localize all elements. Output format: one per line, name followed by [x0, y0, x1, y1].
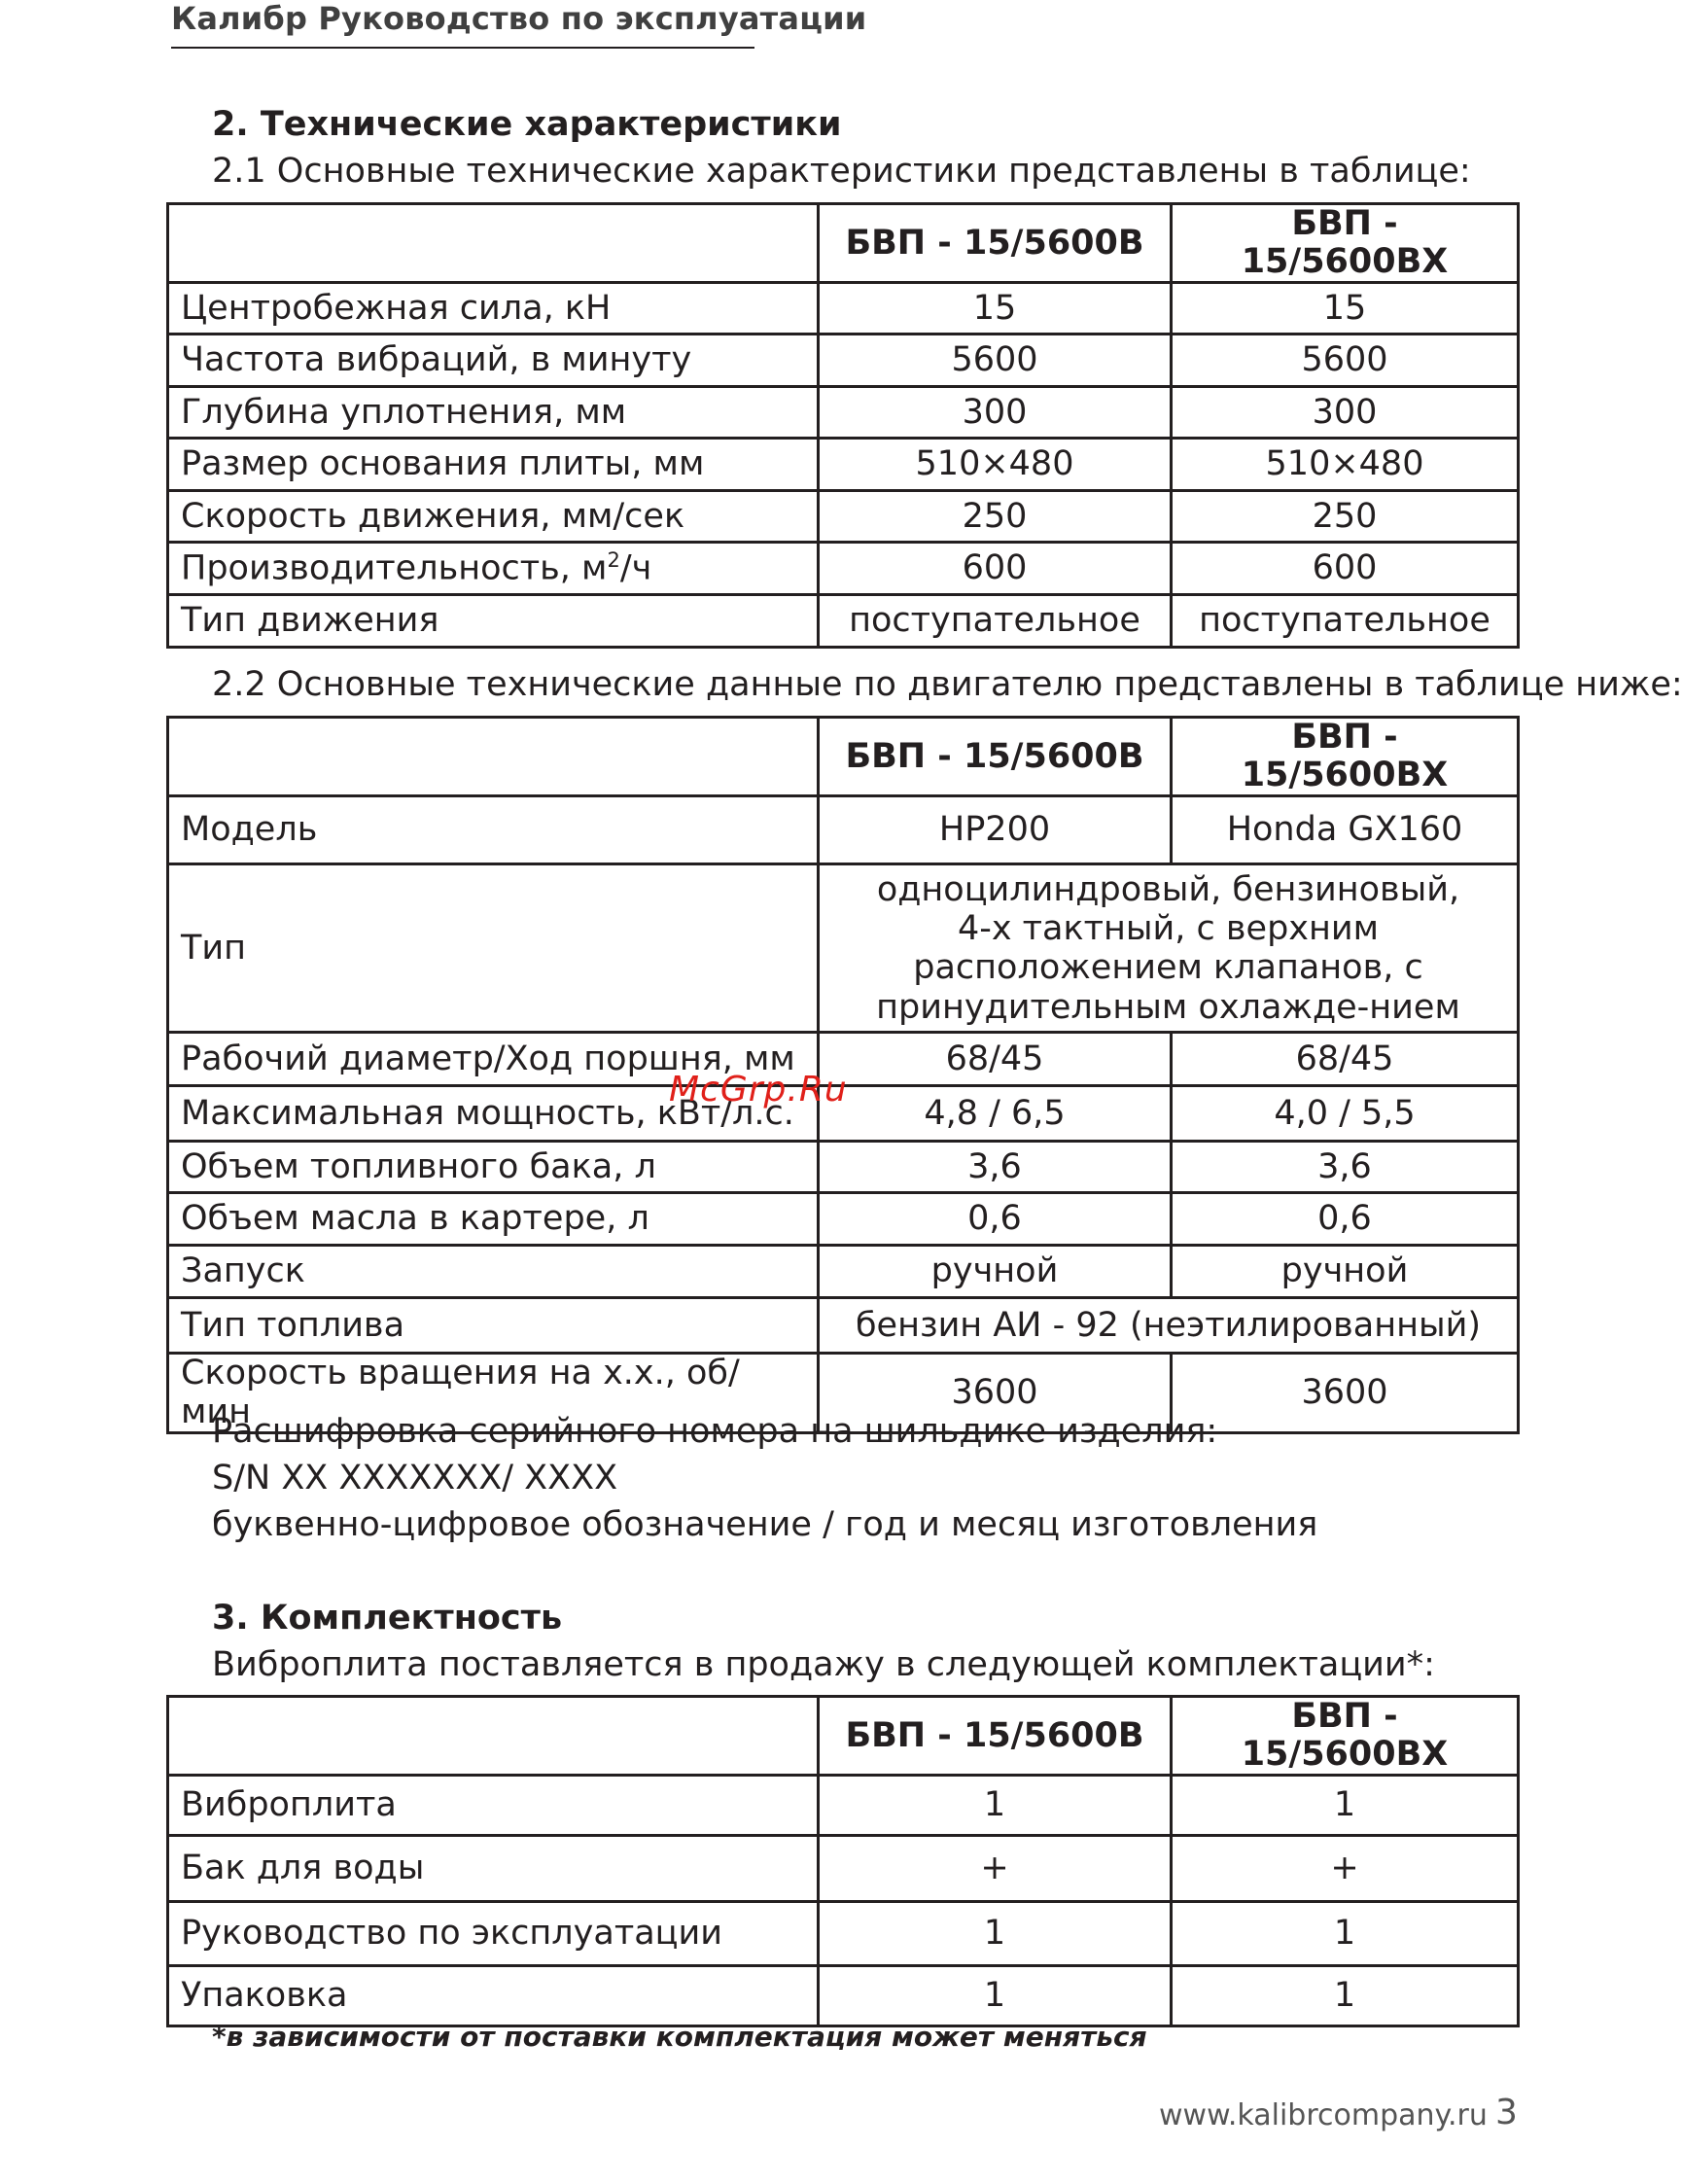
- document-header: Калибр Руководство по эксплуатации: [171, 0, 867, 37]
- param-value: 4,8 / 6,5: [819, 1086, 1172, 1142]
- header-empty-cell: [168, 1697, 819, 1776]
- param-value: 600: [819, 543, 1172, 595]
- kit-intro: Виброплита поставляется в продажу в следующей комплектации*:: [212, 1645, 1435, 1684]
- fuel-type-value: бензин АИ - 92 (неэтилированный): [819, 1298, 1519, 1354]
- table-row: [168, 439, 1519, 491]
- param-value: 250: [1172, 491, 1519, 543]
- table-header-row: [168, 1697, 1519, 1776]
- kit-item-label: Руководство по эксплуатации: [168, 1902, 819, 1966]
- kit-item-qty: +: [819, 1836, 1172, 1902]
- header-model-2: БВП - 15/5600ВХ: [1172, 1697, 1519, 1776]
- header-empty-cell: [168, 204, 819, 283]
- table-row: [168, 1246, 1519, 1298]
- kit-item-label: Бак для воды: [168, 1836, 819, 1902]
- param-value: ручной: [819, 1246, 1172, 1298]
- table-row: [168, 283, 1519, 335]
- param-value: 250: [819, 491, 1172, 543]
- param-label: Размер основания плиты, мм: [168, 439, 819, 491]
- param-value: HP200: [819, 796, 1172, 864]
- table-row: [168, 1902, 1519, 1966]
- kit-item-qty: 1: [819, 1902, 1172, 1966]
- footer-website-link[interactable]: www.kalibrcompany.ru: [1159, 2098, 1488, 2132]
- param-label: Модель: [168, 796, 819, 864]
- param-label: Глубина уплотнения, мм: [168, 387, 819, 439]
- section-2-heading: 2. Технические характеристики: [212, 105, 842, 144]
- table-row: [168, 1966, 1519, 2026]
- param-value: 0,6: [819, 1193, 1172, 1246]
- kit-item-label: Виброплита: [168, 1776, 819, 1836]
- table-row: [168, 1298, 1519, 1354]
- table-row: [168, 1193, 1519, 1246]
- param-label: Объем масла в картере, л: [168, 1193, 819, 1246]
- param-label: Рабочий диаметр/Ход поршня, мм: [168, 1033, 819, 1086]
- table-row: [168, 864, 1519, 1033]
- param-value: 3,6: [1172, 1142, 1519, 1193]
- table-header-row: [168, 204, 1519, 283]
- param-value: 3,6: [819, 1142, 1172, 1193]
- param-value: 300: [1172, 387, 1519, 439]
- table-row: [168, 543, 1519, 595]
- param-value: 68/45: [819, 1033, 1172, 1086]
- watermark: McGrp.Ru: [669, 1070, 848, 1110]
- section-3-heading: 3. Комплектность: [212, 1599, 563, 1638]
- param-value: 600: [1172, 543, 1519, 595]
- header-model-1: БВП - 15/5600В: [819, 1697, 1172, 1776]
- param-value: 5600: [819, 335, 1172, 387]
- param-value: Honda GX160: [1172, 796, 1519, 864]
- param-label: Скорость движения, мм/сек: [168, 491, 819, 543]
- serial-description: буквенно-цифровое обозначение / год и месяц изготовления: [212, 1505, 1318, 1544]
- header-model-2: БВП - 15/5600ВХ: [1172, 204, 1519, 283]
- serial-format: S/N XX XXXXXXX/ XXXX: [212, 1459, 618, 1497]
- table-row: [168, 796, 1519, 864]
- param-label: Центробежная сила, кН: [168, 283, 819, 335]
- table-header-row: [168, 718, 1519, 796]
- table-row: [168, 1836, 1519, 1902]
- param-label: Скорость вращения на х.х., об/мин: [168, 1354, 819, 1432]
- kit-item-qty: 1: [1172, 1966, 1519, 2026]
- kit-item-qty: 1: [1172, 1902, 1519, 1966]
- param-value: ручной: [1172, 1246, 1519, 1298]
- param-value: 300: [819, 387, 1172, 439]
- header-model-1: БВП - 15/5600В: [819, 718, 1172, 796]
- table-row: [168, 595, 1519, 648]
- param-label: Максимальная мощность, кВт/л.с.: [168, 1086, 819, 1142]
- engine-type-value: одноцилиндровый, бензиновый, 4-х тактный, с верхним расположением клапанов, с принудительным охлажде-нием: [819, 864, 1519, 1033]
- table-row: [168, 335, 1519, 387]
- table-row: [168, 491, 1519, 543]
- param-value: 4,0 / 5,5: [1172, 1086, 1519, 1142]
- main-specs-table: [166, 202, 1520, 649]
- param-value: 15: [1172, 283, 1519, 335]
- param-value: 15: [819, 283, 1172, 335]
- header-model-2: БВП - 15/5600ВХ: [1172, 718, 1519, 796]
- serial-title: Расшифровка серийного номера на шильдике изделия:: [212, 1412, 1218, 1451]
- param-label: Тип: [168, 864, 819, 1033]
- header-empty-cell: [168, 718, 819, 796]
- param-value: 510×480: [819, 439, 1172, 491]
- table-row: [168, 1776, 1519, 1836]
- kit-item-qty: 1: [819, 1776, 1172, 1836]
- param-value: 5600: [1172, 335, 1519, 387]
- kit-item-qty: +: [1172, 1836, 1519, 1902]
- param-value: 3600: [1172, 1354, 1519, 1432]
- param-label: Тип движения: [168, 595, 819, 648]
- param-label: Объем топливного бака, л: [168, 1142, 819, 1193]
- param-value: 0,6: [1172, 1193, 1519, 1246]
- param-value: поступательное: [1172, 595, 1519, 648]
- main-specs-intro: 2.1 Основные технические характеристики представлены в таблице:: [212, 152, 1471, 191]
- param-value: 510×480: [1172, 439, 1519, 491]
- param-value: поступательное: [819, 595, 1172, 648]
- engine-specs-intro: 2.2 Основные технические данные по двигателю представлены в таблице ниже:: [212, 665, 1683, 704]
- param-value: 3600: [819, 1354, 1172, 1432]
- header-rule: [171, 47, 754, 49]
- kit-item-label: Упаковка: [168, 1966, 819, 2026]
- header-model-1: БВП - 15/5600В: [819, 204, 1172, 283]
- kit-footnote: *в зависимости от поставки комплектация может меняться: [212, 2021, 1147, 2053]
- param-value: 68/45: [1172, 1033, 1519, 1086]
- table-row: [168, 387, 1519, 439]
- param-label-productivity: Производительность, $м^2/ч$: [168, 543, 819, 595]
- kit-table: [166, 1695, 1520, 2027]
- table-row: [168, 1142, 1519, 1193]
- param-label: Запуск: [168, 1246, 819, 1298]
- param-label: Тип топлива: [168, 1298, 819, 1354]
- page-number: 3: [1495, 2093, 1518, 2132]
- param-label: Частота вибраций, в минуту: [168, 335, 819, 387]
- kit-item-qty: 1: [819, 1966, 1172, 2026]
- kit-item-qty: 1: [1172, 1776, 1519, 1836]
